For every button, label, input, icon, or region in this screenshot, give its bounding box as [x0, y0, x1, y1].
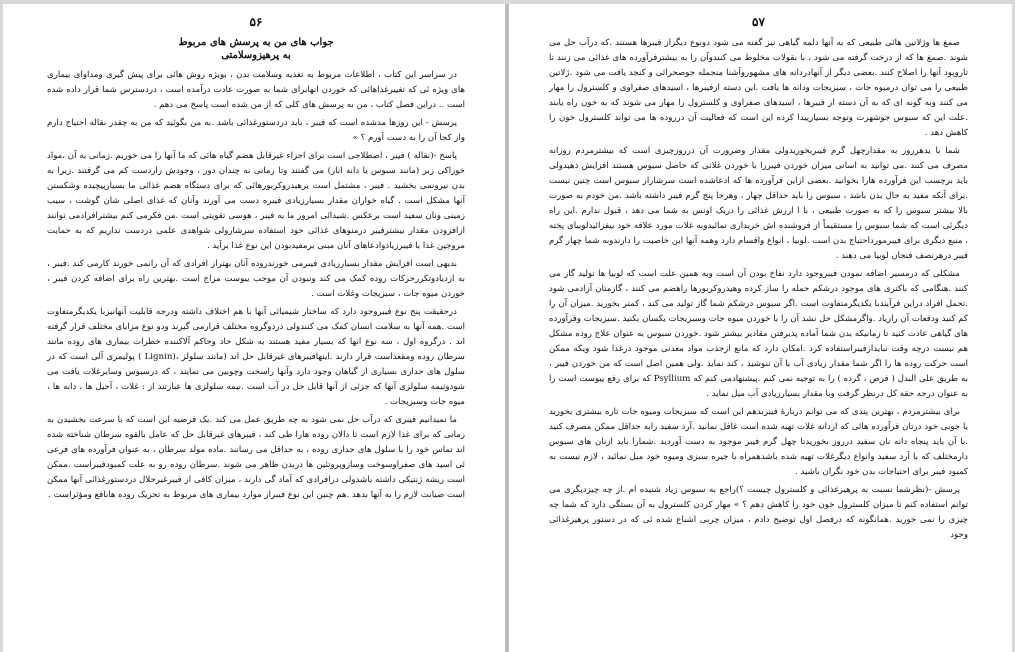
left-page	[3, 4, 505, 652]
paragraph: پاسخ -(نقاله ) فیبر ، اصطلاحی است برای اجزاء غیرقابل هضم گیاه هائی که ما آنها را می خوریم .زمانی به آن ،مواد خوراکی زبر (مانند سبوس یا دانه انار) می گفتند وتا زمانی نه چندان دور ، وجودش راردست کم می گرفتند .زیرا به بدن نیرونمی بخشید . فیبر ، مشتمل است برهیدروکربورهائی که برای دستگاه هضم غذائی ما بسیارپیچیده وشکستن آنها مشکل است . گیاه خواران مقدار بسیارزیادی فیبره دست می آورند وآنان که غذای اصلی شان گوشت ، سیب زمینی ونان سفید است برعکس .شیدائی امروز ما به فیبر ، هوسی تقویتی است .من فکرمی کنم بیشترافرادمی توانند ازافزودن مقدار بیشترفیبر درمنوهای غذائی خود استفاده سرشارولی شواهدی علمی دردست نداریم که به حمایت مروجین غذا با فیبرزیادوادعاهای آنان مبنی برمفیدبودن این نوع غذا برآید .	[47, 151, 465, 251]
paragraph: درحقیقت پنج نوع فیبروجود دارد که ساختار شیمیائی آنها با هم اختلاف داشته ودرجه قابلیت آنهانیزبا یکدیگرمتفاوت است .همه آنها به سلامت انسان کمک می کنندولی دردوگروه مختلف قرارمی گیرند ودو نوع مزایای مختلف قرار گرفته اند . درگروه اول ، سه نوع انها که بسیار مفید هستند به شکل حاد وحاکم آلاکننده خطرات بیماری های روده مانند سرطان روده ومقعداست قرار دارند .اینهافیبرهای غیرقابل حل اند (مانند سلولز ،(Lignin ) پولیمری آلی است که در سلول های جداری بسیاری از گیاهان وجود دارد وآنها راسخت وچوبین می نمایند ، که درسبوس وسایرغلات یافت می شودونیمه سلولزی آنها که جزئی از آنها قابل حل در آب است .نیمه سلولزی ها عبارتند از : غلات ، آجیل ها ، دانه ها ، میوه جات وسبزیجات .	[47, 307, 465, 407]
right-page	[509, 4, 1012, 652]
paragraph: پرسش -(نظرشما نسبت به پرهیزغذائی و کلسترول چیست ؟)راجع به سبوس زیاد شنیده ام .از چه چیزدیگری می توانم استفاده کنم تا میزان کلسترول خون خود را کاهش دهم ؟ » مهار کردن کلسترول به آن بستگی دارد که شما چه چیزی را نمی خورید .همانگونه که درفصل اول توضیح دادم ، میزان چربی اشباع شده ئی که در دستور پرهیزغذائی وجود	[549, 485, 968, 540]
page-number: ۵۶	[249, 15, 263, 29]
paragraph: شما با یدهرروز به مقدارچهل گرم فیبربخوریدولی مقدار وضرورت آن درروزچیزی است که بیشترمردم روزانه مصرف می کنند .می توانید به اسانی میزان خوردن فیبررا با خوردن غلاتی که حاصل سبوس هستند افزایش دهیدولی باید برچسب این فرآورده هارا بخوانید .بعضی ازاین فرآورده ها که ادعاشده است سرشاراز سبوس است چنین نیست .برای آنکه مفید به حال بدن باشد ، سبوس را باید حداقل چهار ، وهرجا پنج گرم فیبر داشته باشد .من خودم به صورت بالا بیشتر سبوس را که به صورت طبیعی ، با ا ارزش غذائی را دریک اونس به شما می دهد ، قبول ندارم .این راه دیگرئی است که شما سبوس را مستقیماً از فروشنده اش خریداری نمائیدوبه غلات مورد علاقه خود بیفزائیدلوبیای پخته ، منبع دیگری برای فیبرمورداحتیاج بدن است .لوبیا ، انواع واقسام دارد وهمه آنها این خاصیت را دارندوبه شما چهار گرم فیبر درهرنصف فنجان لوبیا می دهند .	[549, 146, 968, 261]
heading-line: جواب های من به پرسش های مربوط	[178, 37, 334, 48]
paragraph: مشکلی که درمسیر اضافه نمودن فیبروجود دارد نفاخ بودن آن است وبه همین علت است که لوبیا ها تولید گاز می کنند .هنگامی که باکتری های موجود درشکم حمله را ساز کرده وهیدروکربورها راهضم می کنند ، گازمتان آزادمی شود .تحمل افراد دراین فرآیندبا یکدیگرمتفاوت است .اگر سبوس درشکم شما گاز تولید می کند ، کمتر بخورید .میزان آن را کم کنید ودفعات آن رازیاد .واگرمشکل حل نشد آن را با خوردن میوه جات وسبزیجات یکسان بکنید .سبزیجات وفرآورده های گیاهی عادت کنید تا زمانیکه بدن شما آماده پذیرفتن مقادیر بیشتر شود .خوردن سبوس به عنوان علاج روده مشکل هم نیست درچه وقت نبایدازفیبراستفاده کرد .امکان دارد که مانع ازجذب مواد معدنی موجود درغذا شود ویکه ممکن است حرکت روده ها را اگر شما مقدار زیادی آب با آن ننوشید ، کند نماید .ولی همین اصل است که من خوردن فیبر ، به طریق علی البدل ( فرص ، گرده ) را به توجیه نمی کنم .پیشنهادمی کنم که Psyllium که برای رفع یبوست است را به عنوان درجه حقه کل درنظر گرفت وبا مقدار بسیارزیادی آب میل نماید .	[549, 269, 969, 399]
page-number: ۵۷	[752, 15, 765, 29]
paragraph: صمغ ها وژلاتین هائی طبیعی که به آنها دلمه گیاهی نیز گفته می شود دونوع دیگراز فیبرها هستند .که درآب حل می شوند .صمغ ها که از درخت گرفته می شود ، با بقولات مخلوط می کنندوآن را به بیشترفرآورده های غذائی می زنند تا تاروپود آنها را اصلاح کنند .بعضی دیگر از آنهادردانه های مشهوروآشنا منجمله جوصحرائی و کنجد یافت می شود .ژلاتین طبیعی را می توان درمیوه جات ، سبزیجات ودانه ها یافت .این دسته ازفیبرها ، اسیدهای صفراوی و کلسترول را مهار می کنند وبه گونه ای که به آن دسته از فیبرها ، اسیدهای صفراوی و کلسترول را مهار می شوند که به خون راه یابند .علت این که سبوس جوشهرت وتوجه بسیارپیدا کرده این است که فعالیت آن درروده ها می تواند کلسترول خون را کاهش دهد .	[549, 38, 968, 138]
paragraph: پرسش - این روزها مدشده است که فیبر ، باید دردستورغذائی باشد .به من بگوئید که من به چقدر نقاله احتیاج دارم واز کجا آن را به دست آورم ؟ »	[47, 118, 465, 143]
paragraph: ما نمیدانیم فیبری که درآب حل نمی شود به چه طریق عمل می کند .یک فرضیه این است که با سرعت بخشیدن به زمانی که برای غذا لازم است تا دالان روده هارا طی کند ، فیبرهای غیرقابل حل که عامل بالقوه سرطان شناخته شده اند تماس خود را با سلول های جداری روده ، به حداقل می رسانند .ماده مولد سرطان ، به عنوان فرآورده های فرعی ئی اسید های صفراوسوخت وسازوپروتئین ها دربدن ظاهر می شوند .سرطان روده رو به علت کمبودفیبراست .ممکن است ریشه ژنتیکی داشته باشدولی درافرادی که آماد گی دارند ، میزان کافی از فیبرغیرحلال دردستورغذائی آنها ممکن است صیانت لازم را به آنها بدهد .هم چنین این نوع فیبراز موارد بیماری های مربوط به تحریک روده هانافع ومؤثراست .	[47, 415, 465, 500]
section-heading	[47, 36, 465, 62]
paragraph: برای بیشترمردم ، بهترین پندی که می توانم دربارۀ فیبربدهم این است که سبزیجات ومیوه جات تازه بیشتری بخورید یا جوبی خود درتان فرآورده هائی که ازدانه غلات تهیه شده است غافل نمانید .آرد سفید رابه حداقل ممکن مصرف کنید .با آن باید پنجاه دانه نان سفید درروز بخوریدتا چهل گرم فیبر موجود به دست آوردید .شمارا باید ازنان های سبوس دارمختلف که با آرد سفید وانواع دیگرغلات تهیه شده باشدهمراه با جیره سبزی ومیوه خود میل نمائید ، لازم نیست به کمبود فیبر برای احتیاجات بدن خود نگران باشید .	[549, 407, 968, 477]
paragraph: در سراسر این کتاب ، اطلاعات مربوط به تغذیه وسلامت بدن ، بویژه روش هائی برای پیش گیری ومداوای بیماری های ویژه ئی که تغییرغذاهائی که خوردن انهابرای شما به صورت عادت درآمده است ، دردسترس شما قرار داده شده است .. دراین فصل کتاب ، من به پرسش های کلی که از من شده است پاسخ می دهم .	[47, 70, 465, 110]
paragraph: بدیهی است افزایش مقدار بسیارزیادی فیبرمی خورندروده آنان بهتراز افرادی که آن رانمی خورند کارمی کند .فیبر ، به ازدیادوتکررحرکات روده کمک می کند وتبودن آن موجب یبوست مزاج است .بهترین راه برای اضافه کردن فیبر ، خوردن میوه جات ، سبزیجات وغلات است .	[47, 259, 465, 299]
heading-line: به پرهیزوسلامتی	[221, 50, 291, 61]
